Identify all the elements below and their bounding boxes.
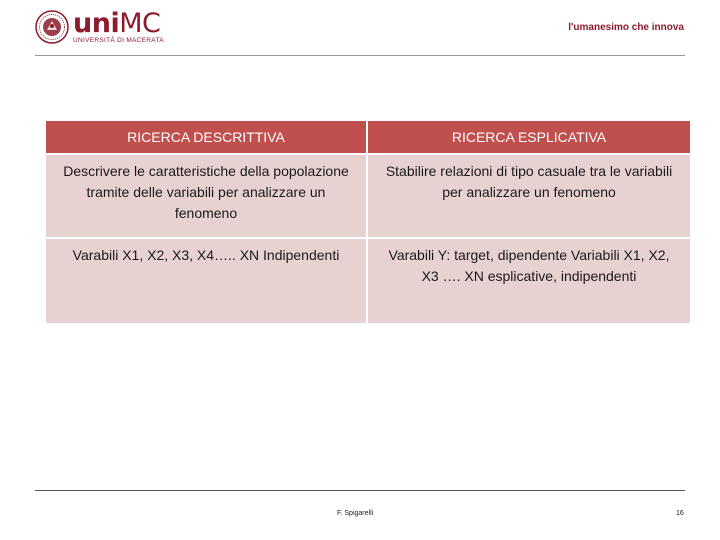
cell-descriptive-variables: Varabili X1, X2, X3, X4….. XN Indipendenti [45, 238, 367, 324]
table-row [45, 238, 691, 324]
header-descriptive: RICERCA DESCRITTIVA [45, 120, 367, 154]
header-divider [35, 55, 685, 56]
slide-header [0, 0, 720, 56]
footer-divider [35, 490, 685, 491]
cell-explanatory-variables: Varabili Y: target, dipendente Variabili X1, X2, X3 …. XN esplicative, indipendenti [367, 238, 691, 324]
table-row [45, 154, 691, 238]
logo-subtitle: UNIVERSITÀ DI MACERATA [73, 37, 164, 44]
footer-author: F. Spigarelli [337, 510, 374, 517]
brand-wordmark: uniMC [73, 8, 161, 39]
header-explanatory: RICERCA ESPLICATIVA [367, 120, 691, 154]
page-number: 16 [676, 510, 684, 517]
unimc-logo [35, 10, 164, 44]
tagline: l'umanesimo che innova [568, 22, 684, 33]
comparison-table [44, 119, 692, 325]
table-header-row [45, 120, 691, 154]
cell-explanatory-goal: Stabilire relazioni di tipo casuale tra le variabili per analizzare un fenomeno [367, 154, 691, 238]
cell-descriptive-goal: Descrivere le caratteristiche della popolazione tramite delle variabili per analizzare un fenomeno [45, 154, 367, 238]
university-seal-icon [35, 10, 69, 44]
